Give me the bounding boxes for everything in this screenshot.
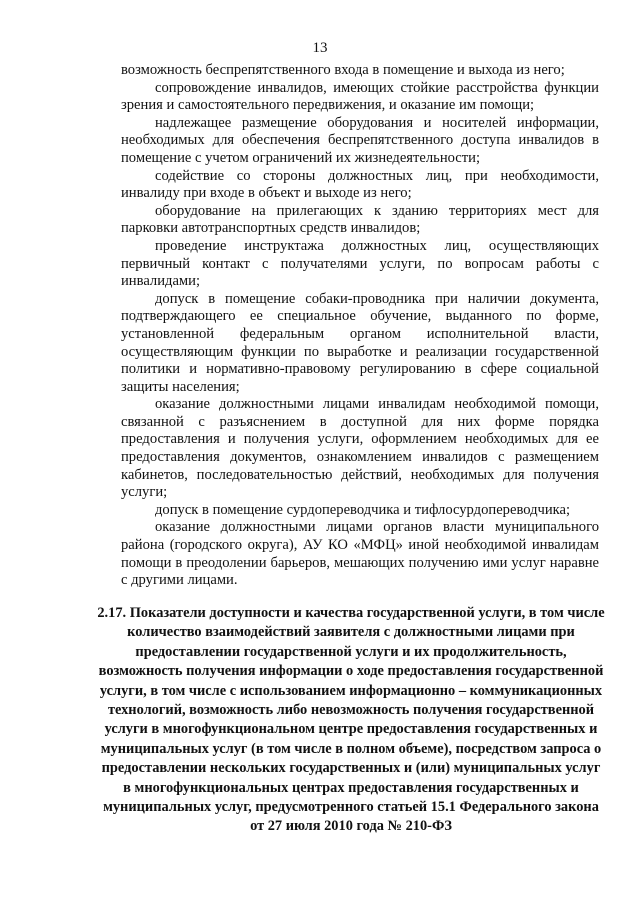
paragraph-guide-dog: допуск в помещение собаки-проводника при наличии документа, подтверждающего ее специальное обучение, выданного по форме, установленной федеральным органом исполнительной власти, осуществляющим функции по выработке и реализации государственной политики и нормативно-правовому регулированию в сфере социальной защиты населения; xyxy=(121,290,599,395)
page-number: 13 xyxy=(312,40,328,56)
section-heading-2-17: 2.17. Показатели доступности и качества государственной услуги, в том числе количество взаимодействий заявителя с должностными лицами при предоставлении государственной услуги и их продолжительность, возможность получения информации о ходе предоставления государственной услуги, в том числе с использованием информационно – коммуникационных технологий, возможность либо невозможность получения государственной услуги в многофункциональном центре предоставления государственных и муниципальных услуг (в том числе в полном объеме), посредством запроса о предоставлении нескольких государственных и (или) муниципальных услуг в многофункциональных центрах предоставления государственных и муниципальных услуг, предусмотренного статьей 15.1 Федерального закона от 27 июля 2010 года № 210-ФЗ xyxy=(97,605,605,835)
paragraph-staff-briefing: проведение инструктажа должностных лиц, осуществляющих первичный контакт с получателями услуги, по вопросам работы с инвалидами; xyxy=(121,237,599,290)
paragraph-parking: оборудование на прилегающих к зданию территориях мест для парковки автотранспортных средств инвалидов; xyxy=(121,202,599,237)
paragraph-sign-interpreter: допуск в помещение сурдопереводчика и тифлосурдопереводчика; xyxy=(155,501,571,518)
document-body xyxy=(121,62,599,590)
paragraph-assistance-explanation: оказание должностными лицами инвалидам необходимой помощи, связанной с разъяснением в доступной для них форме порядка предоставления и получения услуги, оформлением необходимых для ее предоставления документов, ознакомлением инвалидов с размещением кабинетов, последовательностью действий, необходимых для получения услуги; xyxy=(121,396,599,501)
paragraph-entrance-access: возможность беспрепятственного входа в помещение и выхода из него; xyxy=(121,62,565,78)
paragraph-equipment-placement: надлежащее размещение оборудования и носителей информации, необходимых для обеспечения беспрепятственного доступа инвалидов в помещение с учетом ограничений их жизнедеятельности; xyxy=(121,114,599,166)
paragraph-barrier-help: оказание должностными лицами органов власти муниципального района (городского округа), АУ КО «МФЦ» иной необходимой инвалидам помощи в преодолении барьеров, мешающих получению ими услуг наравне с другими лицами. xyxy=(121,519,599,589)
paragraph-escort: сопровождение инвалидов, имеющих стойкие расстройства функции зрения и самостоятельного передвижения, и оказание им помощи; xyxy=(121,79,599,114)
paragraph-staff-assistance: содействие со стороны должностных лиц, при необходимости, инвалиду при входе в объект и выходе из него; xyxy=(121,167,599,202)
